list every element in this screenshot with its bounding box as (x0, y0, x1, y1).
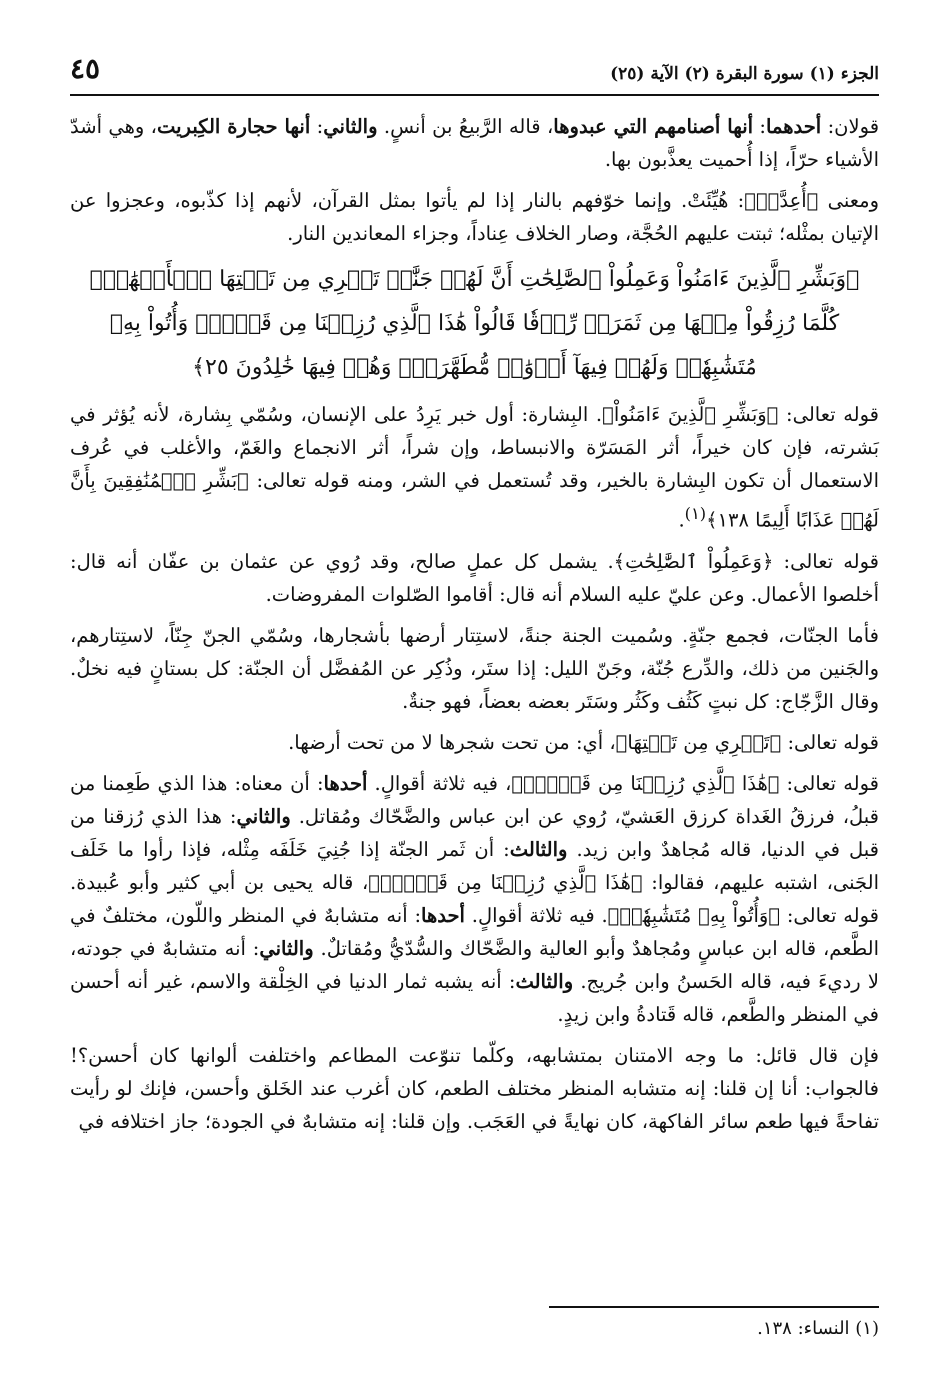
text-segment: : (310, 115, 324, 138)
bold-term: أحدها (421, 903, 465, 927)
paragraph (70, 398, 879, 537)
bold-term: والثاني (259, 936, 314, 960)
text-segment: : أنه يشبه ثمار الدنيا في الخِلْقة والاسم، غير أنه أحسن في المنظر والطَّعم، قاله قَتادةُ وابن زيدٍ. (70, 969, 879, 1026)
text-segment: : هذا الذي رُزقنا من قبل في الدنيا، قاله مُجاهدٌ وابن زيد. (70, 804, 879, 861)
bold-term: أنها حجارة الكِبريت (156, 115, 311, 138)
text-segment: . (678, 508, 685, 532)
quran-verse (70, 258, 879, 390)
running-head: الجزء (١) سورة البقرة (٢) الآية (٢٥) (610, 64, 879, 84)
paragraph (70, 619, 879, 718)
text-segment: قوله تعالى: ﴿وَبَشِّرِ ٱلَّذِينَ ءَامَنُواْ﴾. البِشارة: أول خبر يَرِدُ على الإنسان، وسُمّي بِشارة، لأنه يُؤثر في بَشرته، فإن كان خيراً، أثر المَسَرّة والانبساط، وإن شراً، أثر الانجماع والغَمّ، والأغلب في عُرف الاستعمال أن تكون البِشارة بالخير، وقد تُستعمل في الشر، ومنه قوله تعالى: ﴿بَشِّرِ ٱلۡمُنَٰفِقِينَ بِأَنَّ لَهُمۡ عَذَابًا أَلِيمًا ١٣٨﴾ (70, 403, 879, 532)
text-segment: فأما الجنّات، فجمع جنّةٍ. وسُميت الجنة جنةً، لاستِتار أرضها بأشجارها، وسُمّي الجنّ جِنّاً، لاستِتارهم، والجَنين من ذلك، والدِّرع جُنّة، وجَنّ الليل: إذا ستَر، وذُكِر عن المُفضَّل أن الجنّة: كل بستانٍ فيه نخلٌ. وقال الزَّجّاج: كل نبتٍ كَثُف وكَثُر وسَتَر بعضه بعضاً، فهو جنةٌ. (70, 623, 879, 713)
bold-term: والثالث (509, 837, 568, 861)
paragraph (70, 110, 879, 176)
text-segment: ﴿وَبَشِّرِ ٱلَّذِينَ ءَامَنُواْ وَعَمِلُواْ ٱلصَّٰلِحَٰتِ أَنَّ لَهُمۡ جَنَّٰتٖ تَجۡرِي مِن تَحۡتِهَا ٱلۡأَنۡهَٰرُۖ كُلَّمَا رُزِقُواْ مِنۡهَا مِن ثَمَرَةٖ رِّزۡقٗا قَالُواْ هَٰذَا ٱلَّذِي رُزِقۡنَا مِن قَبۡلُۖ وَأُتُواْ بِهِۦ مُتَشَٰبِهٗاۖ وَلَهُمۡ فِيهَآ أَزۡوَٰجٞ مُّطَهَّرَةٞۖ وَهُمۡ فِيهَا خَٰلِدُونَ ٢٥﴾ (89, 267, 860, 380)
paragraph (70, 1039, 879, 1138)
text-segment: قوله تعالى: ﴿تَجۡرِي مِن تَحۡتِهَا﴾، أي: من تحت شجرها لا من تحت أرضها. (288, 730, 879, 754)
text-segment: : أن ثَمر الجنّة إذا جُنِيَ خَلَفَه مِثْله، فإذا رأوا ما خَلَف الجَنى، اشتبه عليهم، فقالوا: ﴿هَٰذَا ٱلَّذِي رُزِقۡنَا مِن قَبۡلُۖ﴾، قاله يحيى بن أبي كثير وأبو عُبيدة. قوله تعالى: ﴿وَأُتُواْ بِهِۦ مُتَشَٰبِهٗاۖ﴾. فيه ثلاثة أقوالٍ. (70, 837, 879, 927)
text-segment: ومعنى ﴿أُعِدَّتۡ﴾: هُيِّئَتْ. وإنما خوّفهم بالنار إذا لم يأتوا بمثل القرآن، لأنهم إذا كذّبوه، وعجزوا عن الإتيان بمثْله؛ ثبتت عليهم الحُجَّة، وصار الخلاف عِناداً، وجزاء المعاندين النار. (70, 189, 879, 245)
text-segment: قولان: (821, 115, 880, 138)
bold-term: والثاني (323, 115, 378, 138)
text-segment: قوله تعالى: ﴿هَٰذَا ٱلَّذِي رُزِقۡنَا مِن قَبۡلُۖ﴾، فيه ثلاثة أقوالٍ. (367, 771, 879, 795)
text-segment: ، وهي أشدّ الأشياء حرّاً، إذا أُحميت يعذَّبون بها. (70, 115, 879, 171)
page-header (70, 52, 879, 96)
page-number: ٤٥ (70, 52, 101, 85)
bold-term: والثاني (236, 804, 291, 828)
text-segment: ، قاله الرَّبيعُ بن أنسٍ. (377, 115, 554, 138)
text-segment: قوله تعالى: ﴿وَعَمِلُواْ ٱلصَّٰلِحَٰتِ﴾. يشمل كل عملٍ صالح، وقد رُوي عن عثمان بن عفّان أنه قال: أخلصوا الأعمال. وعن عليّ عليه السلام أنه قال: أقاموا الصّلوات المفروضات. (70, 549, 879, 606)
text-segment: (١) (684, 504, 707, 523)
bold-term: أنها أصنامهم التي عبدوها (553, 115, 754, 138)
text-segment: : أنه متشابهٌ في المنظر واللّون، مختلفٌ في الطَّعم، قاله ابن عباسٍ ومُجاهدٌ وأبو العالية والضَّحّاك والسُّدّيُّ ومُقاتلٌ. (70, 903, 879, 960)
paragraph (70, 545, 879, 611)
text-segment: : (753, 115, 767, 138)
footnote: (١) النساء: ١٣٨. (757, 1318, 879, 1339)
bold-term: والثالث (515, 969, 574, 993)
paragraph (70, 726, 879, 759)
body-text (70, 110, 879, 1146)
paragraph (70, 767, 879, 1031)
bold-term: أحدهما (766, 115, 822, 138)
footnote-divider (549, 1306, 879, 1308)
paragraph (70, 184, 879, 250)
text-segment: فإن قال قائل: ما وجه الامتنان بمتشابهه، وكلّما تنوّعت المطاعم واختلفت ألوانها كان أحسن؟! فالجواب: أنا إن قلنا: إنه متشابه المنظر مختلف الطعم، كان أغرب عند الخَلق وأحسن، فإنك لو رأيت تفاحةً فيها طعم سائر الفاكهة، كان نهايةً في العَجَب. وإن قلنا: إنه متشابهٌ في الجودة؛ جاز اختلافه في (70, 1043, 879, 1133)
bold-term: أحدها (323, 771, 368, 795)
text-segment: : أن معناه: هذا الذي طَعِمنا من قبلُ، فرزقُ الغَداة كرزق العَشيّ، رُوي عن ابن عباس والضَّحّاك ومُقاتل. (70, 771, 879, 828)
text-segment: : أنه متشابهٌ في جودته، لا رديءَ فيه، قاله الحَسنُ وابن جُريج. (70, 936, 879, 993)
